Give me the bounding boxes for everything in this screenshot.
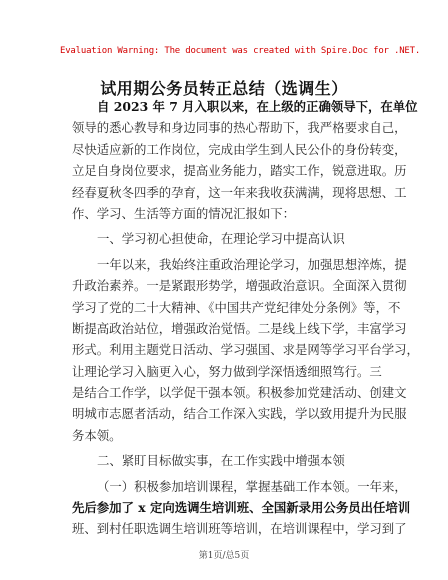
body-line: 升政治素养。一是紧跟形势学，增强政治意识。全面深入贯彻 <box>72 278 407 294</box>
body-line: 尽快适应新的工作岗位，完成由学生到人民公仆的身份转变， <box>72 141 407 157</box>
document-body <box>72 96 419 540</box>
body-line: 领导的悉心教导和身边同事的热心帮助下，我严格要求自己， <box>72 120 407 136</box>
body-line: 形式。利用主题党日活动、学习强国、求是网等学习平台学习， <box>72 342 419 358</box>
page-number-footer: 第1页/总5页 <box>198 551 250 561</box>
document-title: 试用期公务员转正总结（选调生） <box>100 79 348 98</box>
body-line: 学习了党的二十大精神、《中国共产党纪律处分条例》等，不 <box>72 299 401 315</box>
body-line: 经春夏秋冬四季的孕育，这一年来我收获满满，现将思想、工 <box>72 184 407 200</box>
body-line: 自 2023 年 7 月入职以来，在上级的正确领导下，在单位 <box>97 99 418 114</box>
body-line: 是结合工作学，以学促干强本领。积极参加党建活动、创建文 <box>72 385 407 401</box>
section-heading-1: 一、学习初心担使命，在理论学习中提高认识 <box>97 231 345 247</box>
body-line: 断提高政治站位，增强政治觉悟。二是线上线下学，丰富学习 <box>72 320 407 336</box>
body-line: 明城市志愿者活动，结合工作深入实践，学以致用提升为民服 <box>72 406 407 422</box>
section-heading-2: 二、紧盯目标做实事，在工作实践中增强本领 <box>97 453 345 469</box>
body-line: （一）积极参加培训课程，掌握基础工作本领。一年来， <box>97 478 407 494</box>
body-line: 先后参加了 x 定向选调生培训班、全国新录用公务员出任培训 <box>72 500 411 516</box>
body-line: 让理论学习入脑更入心，努力做到学深悟透细照笃行。三 <box>72 363 382 379</box>
evaluation-warning: Evaluation Warning: The document was created with Spire.Doc for .NET. <box>60 46 421 56</box>
body-line: 作、学习、生活等方面的情况汇报如下： <box>72 205 296 221</box>
body-line: 务本领。 <box>72 427 122 443</box>
body-line: 立足自身岗位要求，提高业务能力，踏实工作，锐意进取。历 <box>72 163 407 179</box>
body-line: 班、到村任职选调生培训班等培训，在培训课程中，学习到了 <box>72 521 407 537</box>
body-line: 一年以来，我始终注重政治理论学习，加强思想淬炼，提 <box>97 256 407 272</box>
